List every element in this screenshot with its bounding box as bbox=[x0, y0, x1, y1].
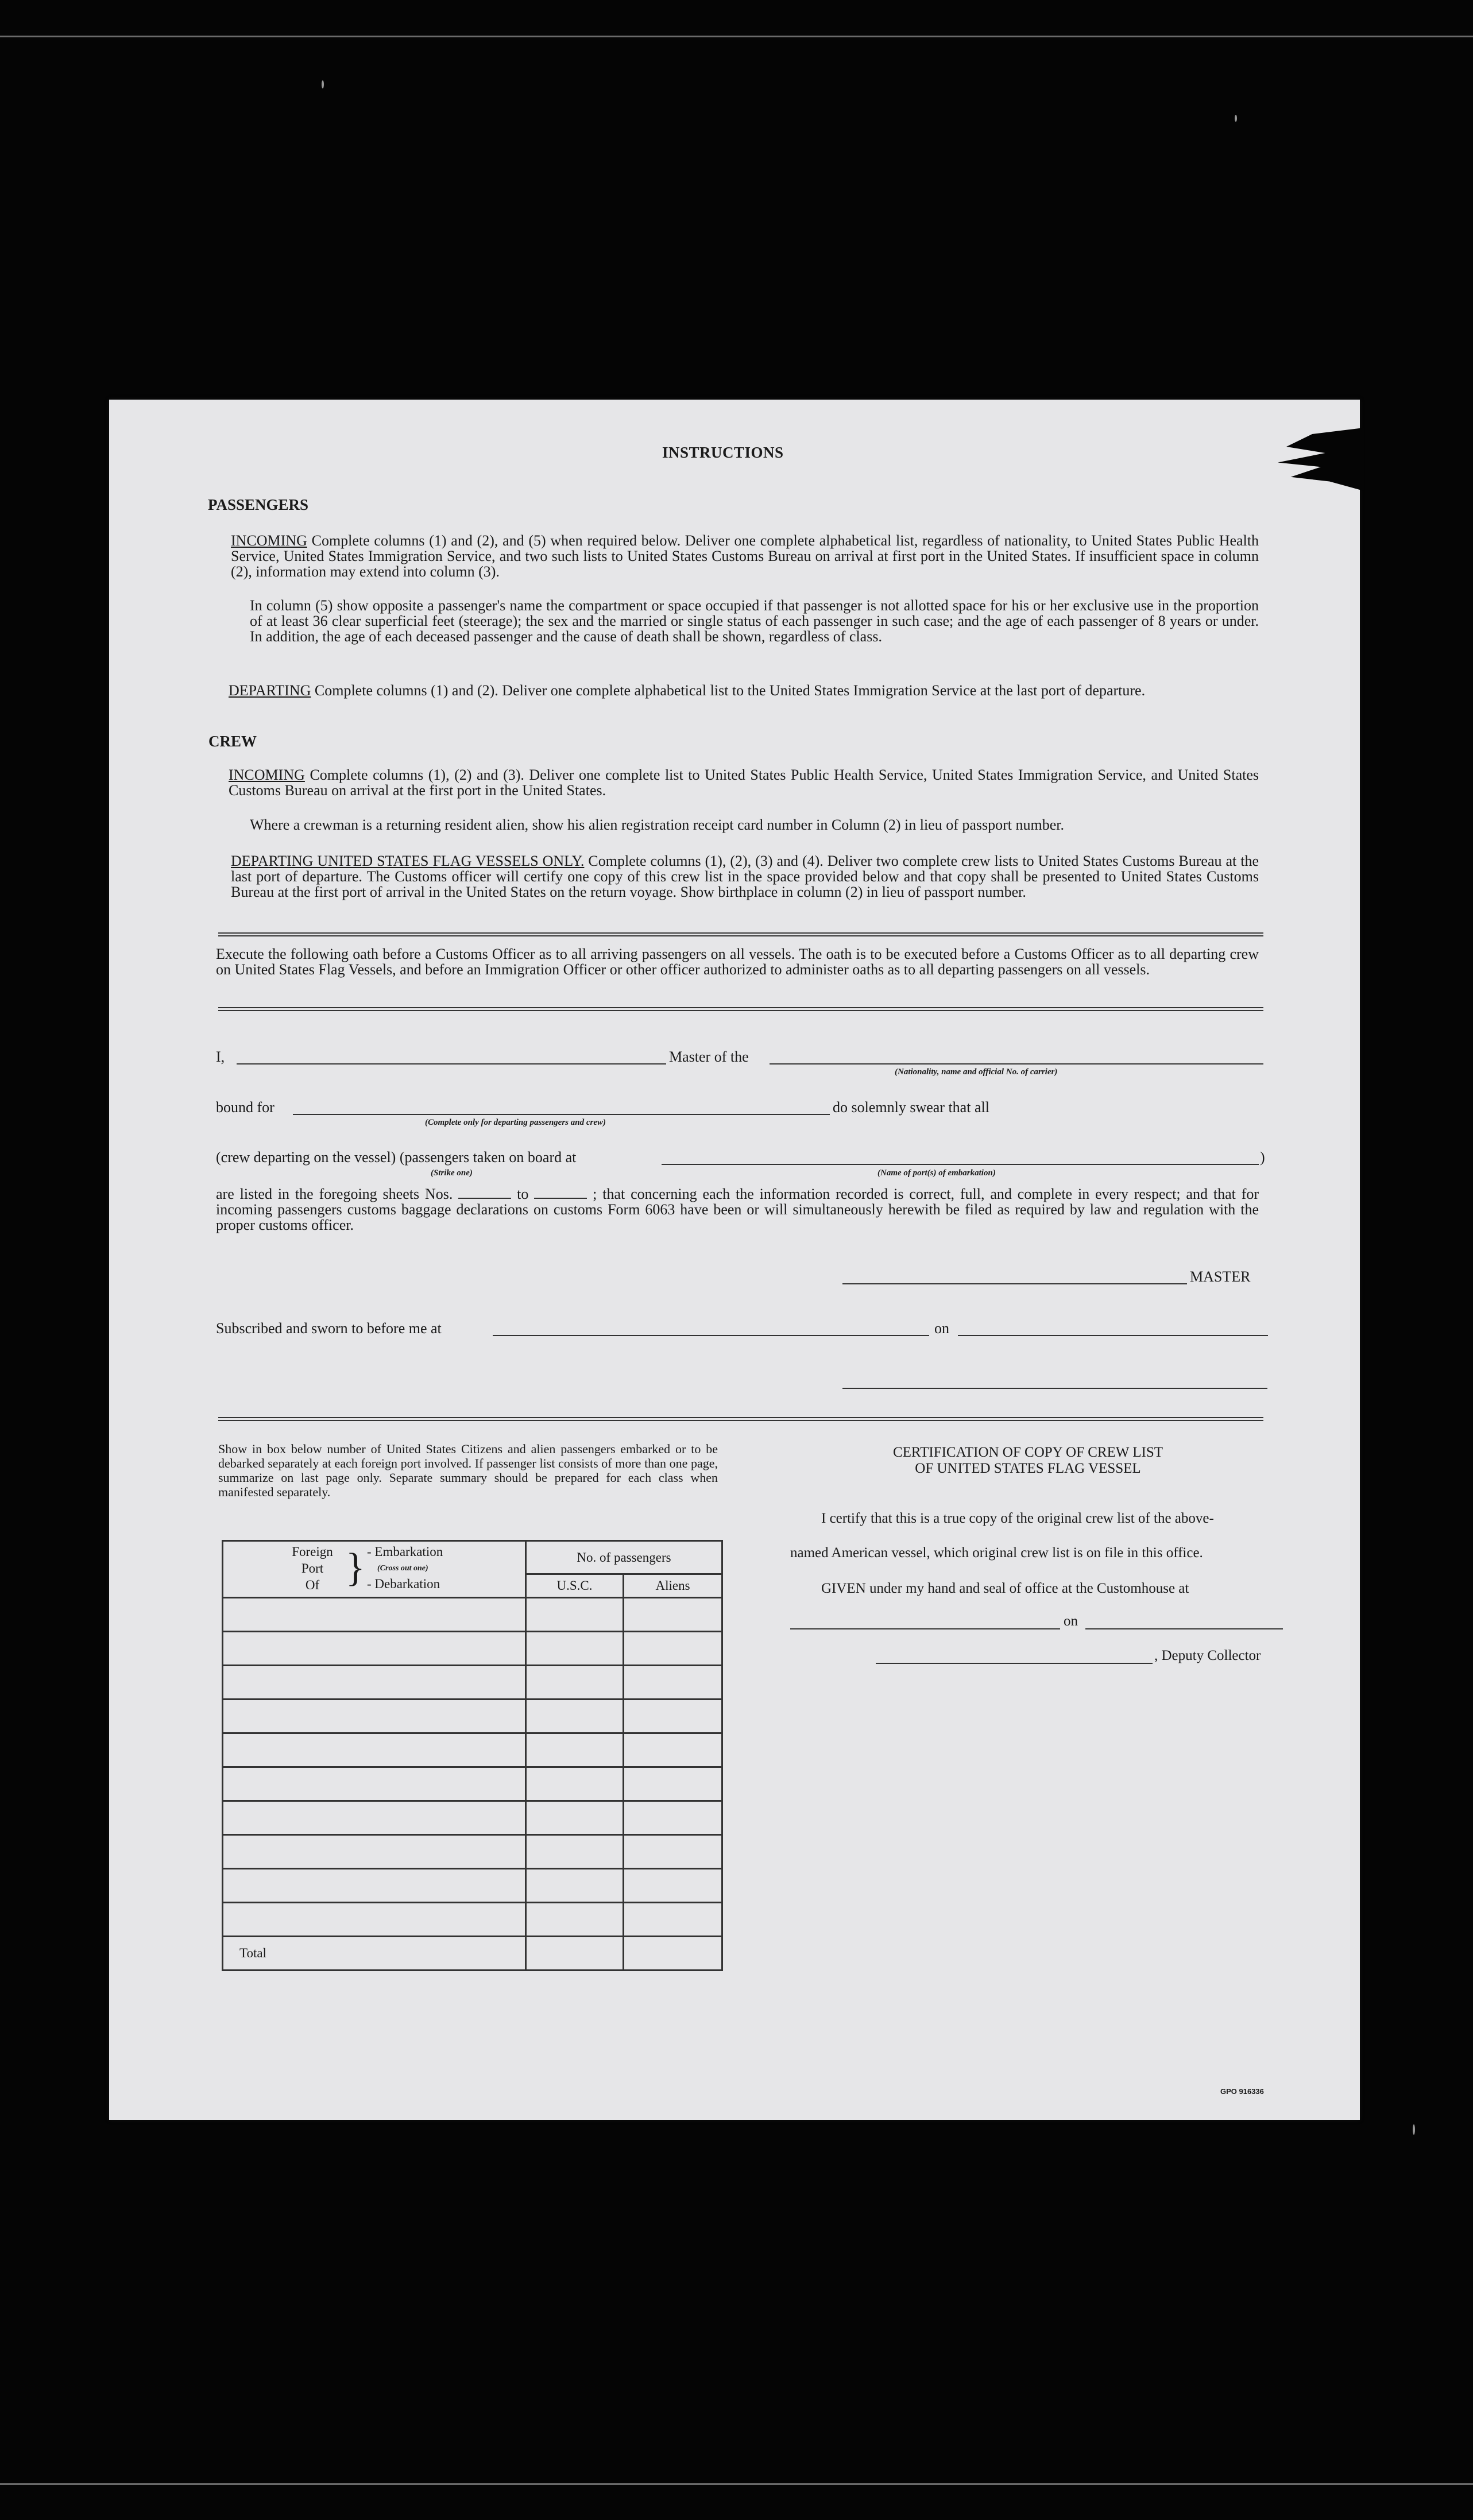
crew-incoming-para bbox=[229, 767, 1259, 798]
brace-glyph: } bbox=[346, 1545, 365, 1590]
sheet-to-field[interactable] bbox=[534, 1198, 587, 1199]
summary-instructions: Show in box below number of United States Citizens and alien passengers embarked or to be debarked separately at each foreign port involved. If passenger list consists of more than one page, summarize on last page only. Separate summary should be prepared for each class when manifested separately. bbox=[218, 1442, 718, 1499]
certify-line2: named American vessel, which original crew list is on file in this office. bbox=[790, 1545, 1203, 1561]
document-page bbox=[109, 400, 1360, 2120]
cross-out-caption: (Cross out one) bbox=[377, 1563, 428, 1573]
section-rule bbox=[218, 932, 1263, 936]
section-rule bbox=[218, 1007, 1263, 1011]
usc-cell[interactable] bbox=[526, 1801, 624, 1835]
no-passengers-header: No. of passengers bbox=[526, 1541, 722, 1574]
listed-text-a: are listed in the foregoing sheets Nos. bbox=[216, 1186, 453, 1202]
certification-title-line1: CERTIFICATION OF COPY OF CREW LIST bbox=[892, 1445, 1163, 1460]
section-rule bbox=[218, 1417, 1263, 1421]
incoming-label: INCOMING bbox=[231, 532, 307, 549]
ports-caption: (Name of port(s) of embarkation) bbox=[877, 1168, 996, 1178]
table-row bbox=[223, 1733, 722, 1767]
certify-date-line[interactable] bbox=[1085, 1628, 1283, 1629]
listed-para bbox=[216, 1186, 1259, 1233]
film-edge-bottom bbox=[0, 2483, 1473, 2485]
debarkation-label: - Debarkation bbox=[367, 1576, 440, 1591]
port-cell[interactable] bbox=[223, 1700, 526, 1733]
table-row bbox=[223, 1835, 722, 1869]
film-edge-top bbox=[0, 36, 1473, 37]
port-cell[interactable] bbox=[223, 1666, 526, 1700]
aliens-cell[interactable] bbox=[624, 1767, 722, 1801]
listed-to: to bbox=[517, 1186, 529, 1202]
certification-title-line2: OF UNITED STATES FLAG VESSEL bbox=[915, 1461, 1141, 1476]
aliens-cell[interactable] bbox=[624, 1598, 722, 1632]
table-row bbox=[223, 1700, 722, 1733]
strike-caption: (Strike one) bbox=[431, 1168, 473, 1178]
aliens-cell[interactable] bbox=[624, 1700, 722, 1733]
table-row bbox=[223, 1767, 722, 1801]
film-speck bbox=[1235, 115, 1237, 122]
certify-on-label: on bbox=[1064, 1613, 1078, 1629]
table-row bbox=[223, 1666, 722, 1700]
swear-label: do solemnly swear that all bbox=[833, 1099, 989, 1116]
port-cell[interactable] bbox=[223, 1903, 526, 1937]
crew-departing-label: DEPARTING UNITED STATES FLAG VESSELS ONLY. bbox=[231, 853, 585, 869]
port-cell[interactable] bbox=[223, 1869, 526, 1903]
nationality-caption: (Nationality, name and official No. of carrier) bbox=[895, 1067, 1058, 1077]
column5-para: In column (5) show opposite a passenger's name the compartment or space occupied if that passenger is not allotted space for his or her exclusive use in the proportion of at least 36 clear superficial feet (steerage); the sex and the married or single status of each passenger in such case; and the age of each passenger of 8 years or under. In addition, the age of each deceased passenger and the cause of death shall be shown, regardless of class. bbox=[250, 597, 1259, 645]
sworn-place-line[interactable] bbox=[493, 1335, 929, 1336]
master-label: MASTER bbox=[1190, 1268, 1251, 1285]
master-of-label: Master of the bbox=[669, 1048, 749, 1065]
bound-for-label: bound for bbox=[216, 1099, 275, 1116]
film-speck bbox=[322, 80, 324, 88]
port-cell[interactable] bbox=[223, 1767, 526, 1801]
usc-cell[interactable] bbox=[526, 1869, 624, 1903]
deputy-collector-label: , Deputy Collector bbox=[1154, 1648, 1261, 1663]
departing-text: Complete columns (1) and (2). Deliver one complete alphabetical list to the United States Immigration Service at the last port of departure. bbox=[314, 682, 1146, 699]
table-row bbox=[223, 1903, 722, 1937]
oath-intro: Execute the following oath before a Customs Officer as to all arriving passengers on all vessels. The oath is to be executed before a Customs Officer as to all departing crew on United States Flag Vessels, and before an Immigration Officer or other officer authorized to administer oaths as to all departing passengers on all vessels. bbox=[216, 946, 1259, 978]
usc-cell[interactable] bbox=[526, 1598, 624, 1632]
usc-cell[interactable] bbox=[526, 1767, 624, 1801]
oath-i-label: I, bbox=[216, 1048, 225, 1065]
crew-departing-text: Complete columns (1), (2), (3) and (4). Deliver two complete crew lists to United States Customs Bureau at the last port of departure. The Customs officer will certify one copy of this crew list in the space provided below and that copy shall be presented to United States Customs Bureau at the first port of arrival in the United States on the return voyage. Show birthplace in column (2) in lieu of passport number. bbox=[231, 853, 1259, 900]
foreign-port-header bbox=[223, 1541, 526, 1598]
departing-label: DEPARTING bbox=[229, 682, 311, 699]
table-row bbox=[223, 1869, 722, 1903]
usc-cell[interactable] bbox=[526, 1632, 624, 1666]
complete-caption: (Complete only for departing passengers and crew) bbox=[425, 1118, 606, 1127]
usc-cell[interactable] bbox=[526, 1835, 624, 1869]
passengers-heading: PASSENGERS bbox=[208, 496, 309, 513]
port-cell[interactable] bbox=[223, 1598, 526, 1632]
usc-header: U.S.C. bbox=[526, 1574, 624, 1598]
crew-incoming-label: INCOMING bbox=[229, 767, 305, 783]
port-cell[interactable] bbox=[223, 1632, 526, 1666]
vessel-name-line[interactable] bbox=[770, 1063, 1263, 1064]
aliens-cell[interactable] bbox=[624, 1903, 722, 1937]
sheet-from-field[interactable] bbox=[458, 1198, 511, 1199]
bound-for-line[interactable] bbox=[293, 1114, 830, 1115]
usc-cell[interactable] bbox=[526, 1700, 624, 1733]
table-row bbox=[223, 1801, 722, 1835]
port-cell[interactable] bbox=[223, 1801, 526, 1835]
crew-heading: CREW bbox=[208, 733, 257, 750]
film-speck bbox=[1413, 2124, 1415, 2135]
incoming-text: Complete columns (1) and (2), and (5) when required below. Deliver one complete alphabetical list, regardless of nationality, to United States Public Health Service, United States Immigration Service, and two such lists to United States Customs Bureau on arrival at first port in the United States. If insufficient space in column (2), information may extend into column (3). bbox=[231, 532, 1259, 580]
customhouse-line[interactable] bbox=[790, 1628, 1060, 1629]
aliens-cell[interactable] bbox=[624, 1835, 722, 1869]
master-signature-line[interactable] bbox=[842, 1283, 1187, 1284]
usc-total-cell[interactable] bbox=[526, 1937, 624, 1971]
embarkation-label: - Embarkation bbox=[367, 1544, 443, 1559]
aliens-cell[interactable] bbox=[624, 1733, 722, 1767]
aliens-header: Aliens bbox=[624, 1574, 722, 1598]
aliens-cell[interactable] bbox=[624, 1632, 722, 1666]
crew-alien-para: Where a crewman is a returning resident alien, show his alien registration receipt card number in Column (2) in lieu of passport number. bbox=[250, 816, 1065, 833]
listed-text-b: ; that concerning each the information recorded is correct, full, and complete in every respect; and that for incoming passengers customs baggage declarations on customs Form 6063 have been or will simultaneously herewith be filed as required by law and regulation with the proper customs officer. bbox=[216, 1186, 1259, 1233]
table-row bbox=[223, 1598, 722, 1632]
total-label: Total bbox=[223, 1937, 526, 1971]
crew-departing-label-oath: (crew departing on the vessel) (passengers taken on board at bbox=[216, 1149, 577, 1166]
port-cell[interactable] bbox=[223, 1733, 526, 1767]
instructions-title: INSTRUCTIONS bbox=[662, 444, 784, 461]
total-row bbox=[223, 1937, 722, 1971]
certify-line1: I certify that this is a true copy of the original crew list of the above- bbox=[821, 1511, 1214, 1526]
aliens-total-cell[interactable] bbox=[624, 1937, 722, 1971]
officer-signature-line[interactable] bbox=[842, 1388, 1267, 1389]
port-cell[interactable] bbox=[223, 1835, 526, 1869]
sworn-on-label: on bbox=[934, 1320, 949, 1337]
aliens-cell[interactable] bbox=[624, 1666, 722, 1700]
passengers-departing-para bbox=[229, 683, 1259, 698]
subscribed-label: Subscribed and sworn to before me at bbox=[216, 1320, 442, 1337]
crew-incoming-text: Complete columns (1), (2) and (3). Deliver one complete list to United States Public Health Service, United States Immigration Service, and United States Customs Bureau on arrival at the first port in the United States. bbox=[229, 767, 1259, 799]
ports-line[interactable] bbox=[662, 1164, 1259, 1165]
aliens-cell[interactable] bbox=[624, 1869, 722, 1903]
certification-title bbox=[827, 1445, 1229, 1477]
usc-cell[interactable] bbox=[526, 1903, 624, 1937]
passengers-incoming-para bbox=[231, 533, 1259, 579]
aliens-cell[interactable] bbox=[624, 1801, 722, 1835]
certify-line3: GIVEN under my hand and seal of office at the Customhouse at bbox=[821, 1581, 1189, 1596]
usc-cell[interactable] bbox=[526, 1733, 624, 1767]
gpo-code: GPO 916336 bbox=[1220, 2087, 1264, 2096]
master-name-line[interactable] bbox=[237, 1063, 666, 1064]
usc-cell[interactable] bbox=[526, 1666, 624, 1700]
crew-departing-para bbox=[231, 853, 1259, 900]
close-paren: ) bbox=[1260, 1149, 1265, 1166]
foreign-port-label: Foreign Port Of bbox=[292, 1544, 333, 1592]
passenger-summary-table bbox=[222, 1540, 723, 1971]
sworn-date-line[interactable] bbox=[958, 1335, 1268, 1336]
table-row bbox=[223, 1632, 722, 1666]
deputy-signature-line[interactable] bbox=[876, 1663, 1153, 1664]
